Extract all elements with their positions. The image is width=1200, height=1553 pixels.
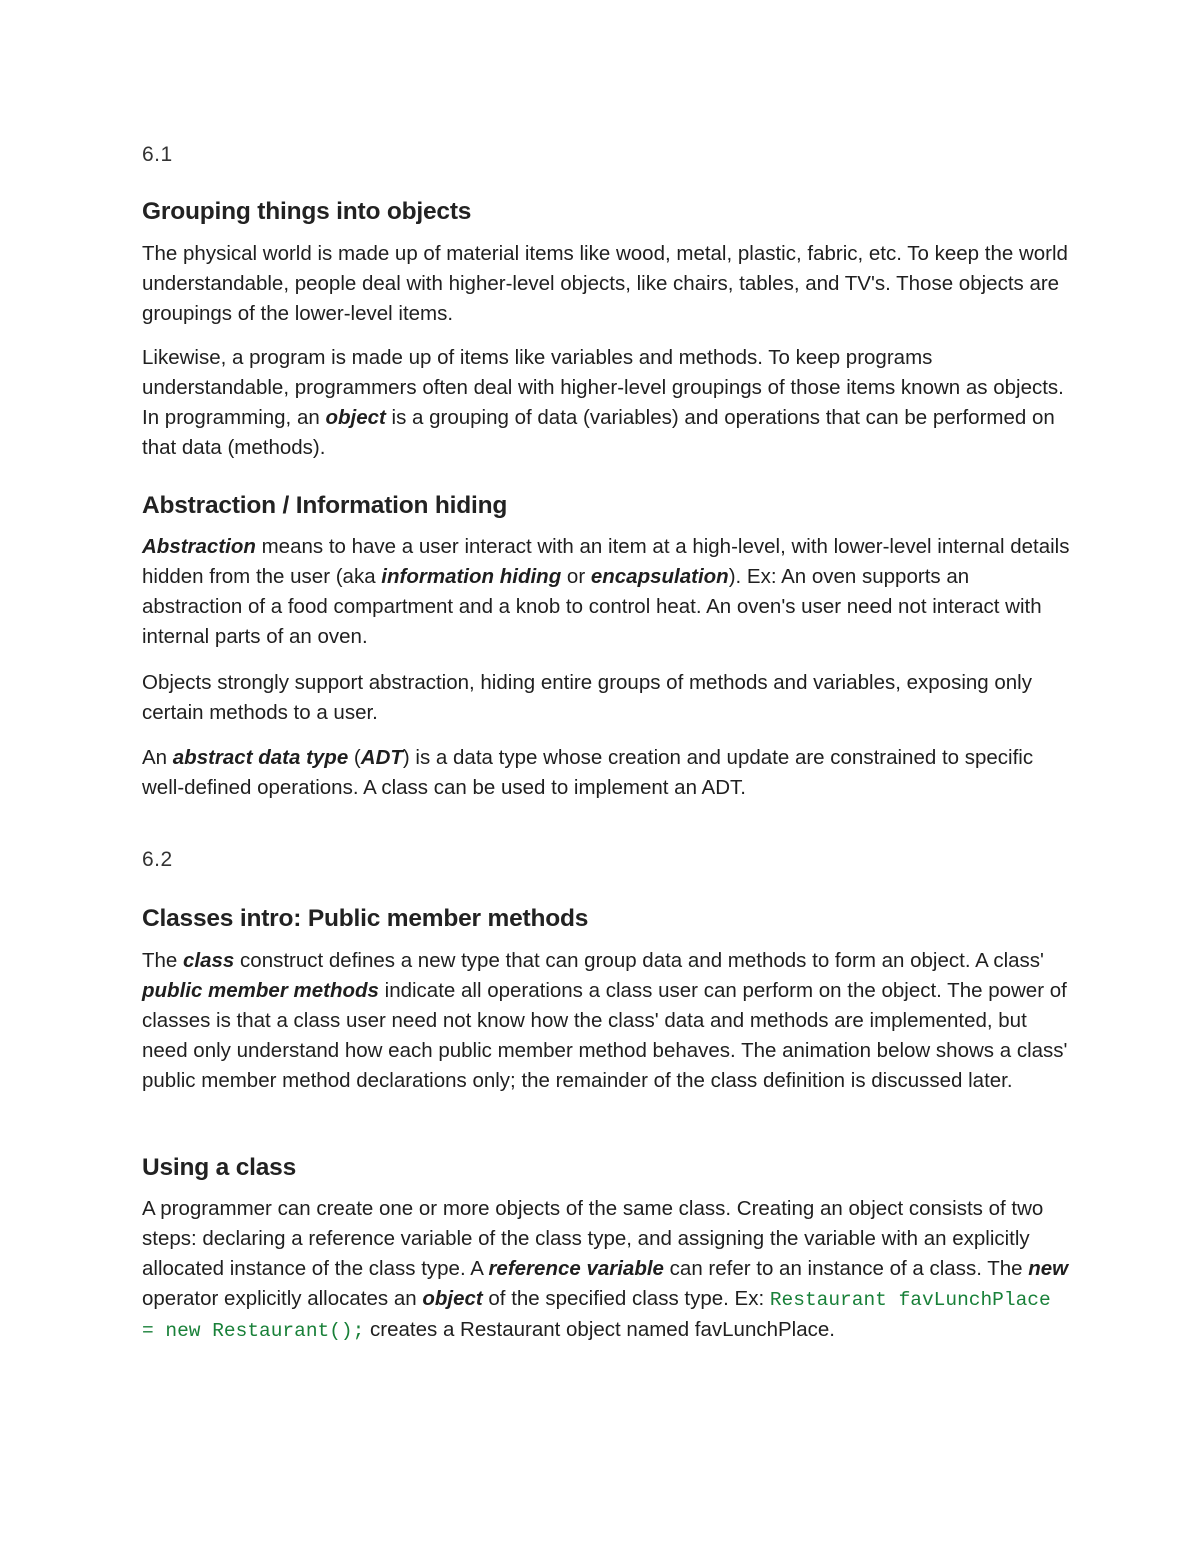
- paragraph-using-a-class: A programmer can create one or more objects of the same class. Creating an object consists of two steps: declaring a reference variable of the class type, and assigning the variable with an explicitly allocated instance of the class type. A reference variable can refer to an instance of a class. The new operator explicitly allocates an object of the specified class type. Ex: Restaurant favLunchPlace = new Restaurant(); creates a Restaurant object named favLunchPlace.: [142, 1197, 1069, 1342]
- paragraph-class-construct: The class construct defines a new type that can group data and methods to form an object. A class' public member methods indicate all operations a class user can perform on the object. The power of classes is that a class user need not know how the class' data and methods are implemented, but need only understand how each public member method behaves. The animation below shows a class' public member method declarations only; the remainder of the class definition is discussed later.: [142, 949, 1068, 1092]
- term-class: class: [183, 949, 235, 972]
- term-reference-variable: reference variable: [488, 1257, 664, 1280]
- term-adt: ADT: [360, 746, 403, 769]
- term-abstraction: Abstraction: [142, 535, 256, 558]
- section-number-6-1: 6.1: [142, 143, 173, 166]
- term-abstract-data-type: abstract data type: [172, 746, 349, 769]
- term-public-member-methods: public member methods: [142, 979, 379, 1002]
- heading-using-a-class: Using a class: [142, 1154, 297, 1181]
- paragraph-abstract-data-type: An abstract data type (ADT) is a data type whose creation and update are constrained to specific well-defined operations. A class can be used to implement an ADT.: [142, 746, 1034, 799]
- heading-grouping-things-into-objects: Grouping things into objects: [142, 198, 472, 225]
- paragraph-program-objects: Likewise, a program is made up of items like variables and methods. To keep programs understandable, programmers often deal with higher-level groupings of those items known as objects. In programming, an object is a grouping of data (variables) and operations that can be performed on that data (methods).: [142, 346, 1064, 459]
- term-object-2: object: [422, 1287, 483, 1310]
- term-object: object: [325, 406, 386, 429]
- term-information-hiding: information hiding: [381, 565, 562, 588]
- code-example: Restaurant favLunchPlace = new Restaurant();: [142, 1289, 1051, 1342]
- heading-abstraction-information-hiding: Abstraction / Information hiding: [142, 492, 508, 519]
- paragraph-abstraction: Abstraction means to have a user interact with an item at a high-level, with lower-level internal details hidden from the user (aka information hiding or encapsulation). Ex: An oven supports an abstraction of a food compartment and a knob to control heat. An oven's user need not interact with internal parts of an oven.: [142, 535, 1070, 648]
- paragraph-objects-support-abstraction: Objects strongly support abstraction, hiding entire groups of methods and variables, exposing only certain methods to a user.: [142, 671, 1032, 724]
- heading-classes-intro: Classes intro: Public member methods: [142, 905, 589, 932]
- term-new: new: [1028, 1257, 1069, 1280]
- paragraph-physical-world: The physical world is made up of material items like wood, metal, plastic, fabric, etc. To keep the world understandable, people deal with higher-level objects, like chairs, tables, and TV's. Those objects are groupings of the lower-level items.: [142, 242, 1068, 325]
- section-number-6-2: 6.2: [142, 848, 173, 871]
- term-encapsulation: encapsulation: [590, 565, 729, 588]
